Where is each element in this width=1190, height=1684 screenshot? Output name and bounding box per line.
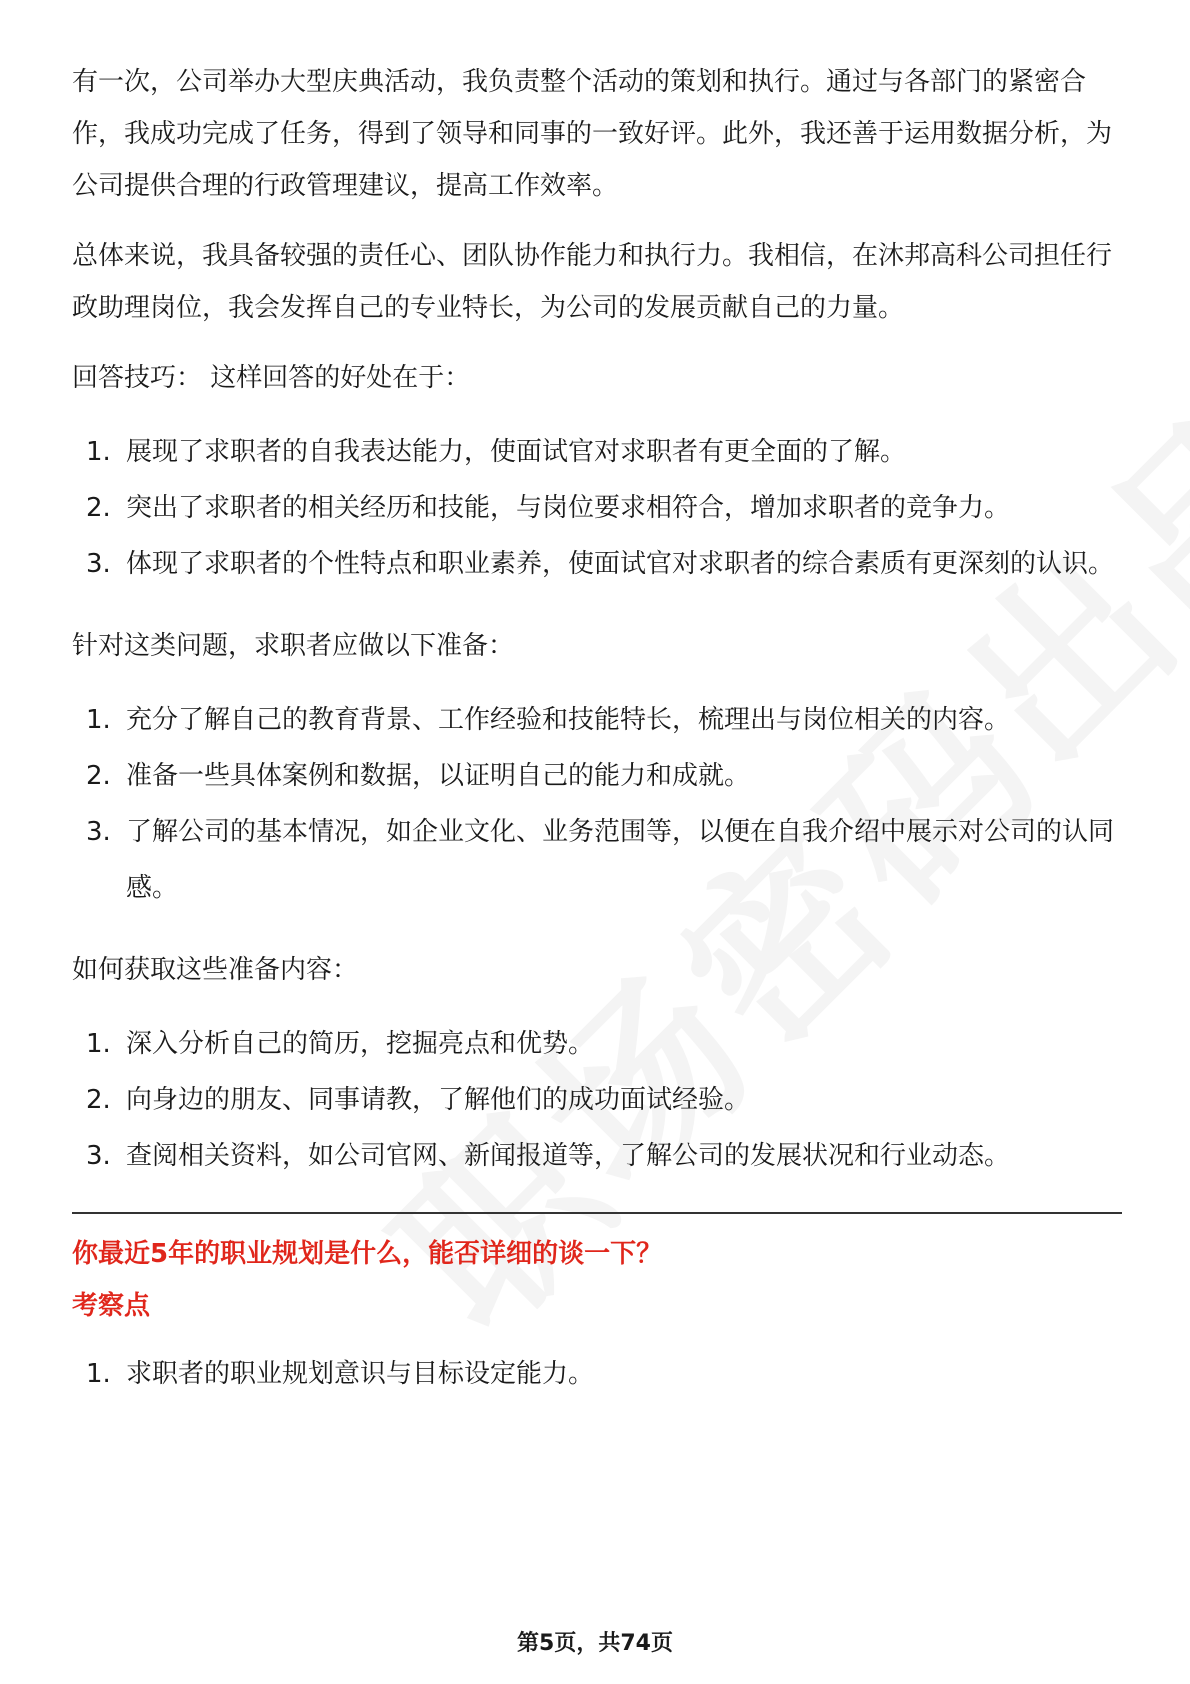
preparation-list (72, 692, 1122, 916)
list-item-text: 深入分析自己的简历，挖掘亮点和优势。 (126, 1029, 595, 1059)
question-title: 你最近5年的职业规划是什么，能否详细的谈一下？ (72, 1239, 663, 1269)
list-item (72, 1346, 1122, 1402)
list-number: 1. (86, 705, 111, 735)
list-number: 3. (86, 1141, 111, 1171)
document-body (72, 56, 1122, 1430)
list-item (72, 748, 1122, 804)
assessment-points-list (72, 1346, 1122, 1402)
section-heading-answer-tips: 回答技巧： 这样回答的好处在于： (72, 363, 471, 393)
list-item-text: 准备一些具体案例和数据，以证明自己的能力和成就。 (126, 761, 751, 791)
answer-tips-list (72, 424, 1122, 592)
how-to-obtain-list (72, 1016, 1122, 1184)
list-number: 2. (86, 493, 111, 523)
list-item-text: 体现了求职者的个性特点和职业素养，使面试官对求职者的综合素质有更深刻的认识。 (126, 549, 1115, 579)
list-item-text: 查阅相关资料，如公司官网、新闻报道等，了解公司的发展状况和行业动态。 (126, 1141, 1011, 1171)
list-item (72, 480, 1122, 536)
list-number: 3. (86, 549, 111, 579)
list-item-text: 向身边的朋友、同事请教，了解他们的成功面试经验。 (126, 1085, 751, 1115)
list-item (72, 1072, 1122, 1128)
list-number: 2. (86, 1085, 111, 1115)
section-heading-preparation: 针对这类问题，求职者应做以下准备： (72, 631, 515, 661)
section-divider (72, 1212, 1122, 1214)
list-item-text: 了解公司的基本情况，如企业文化、业务范围等，以便在自我介绍中展示对公司的认同感。 (126, 817, 1115, 903)
section-heading-how-to-obtain: 如何获取这些准备内容： (72, 955, 359, 985)
list-number: 2. (86, 761, 111, 791)
list-item-text: 展现了求职者的自我表达能力，使面试官对求职者有更全面的了解。 (126, 437, 907, 467)
list-item-text: 突出了求职者的相关经历和技能，与岗位要求相符合，增加求职者的竞争力。 (126, 493, 1011, 523)
list-number: 1. (86, 1029, 111, 1059)
list-item (72, 692, 1122, 748)
page-footer: 第5页，共74页 (517, 1631, 673, 1656)
list-item-text: 充分了解自己的教育背景、工作经验和技能特长，梳理出与岗位相关的内容。 (126, 705, 1011, 735)
paragraph-experience: 有一次，公司举办大型庆典活动，我负责整个活动的策划和执行。通过与各部门的紧密合作，我成功完成了任务，得到了领导和同事的一致好评。此外，我还善于运用数据分析，为公司提供合理的行政管理建议，提高工作效率。 (72, 67, 1113, 201)
list-item (72, 1016, 1122, 1072)
paragraph-summary: 总体来说，我具备较强的责任心、团队协作能力和执行力。我相信，在沐邦高科公司担任行政助理岗位，我会发挥自己的专业特长，为公司的发展贡献自己的力量。 (72, 241, 1113, 323)
list-number: 1. (86, 437, 111, 467)
list-item-text: 求职者的职业规划意识与目标设定能力。 (126, 1359, 595, 1389)
list-item (72, 424, 1122, 480)
list-item (72, 1128, 1122, 1184)
question-subtitle: 考察点 (72, 1291, 151, 1321)
list-item (72, 804, 1122, 916)
list-number: 1. (86, 1359, 111, 1389)
list-number: 3. (86, 817, 111, 847)
list-item (72, 536, 1122, 592)
